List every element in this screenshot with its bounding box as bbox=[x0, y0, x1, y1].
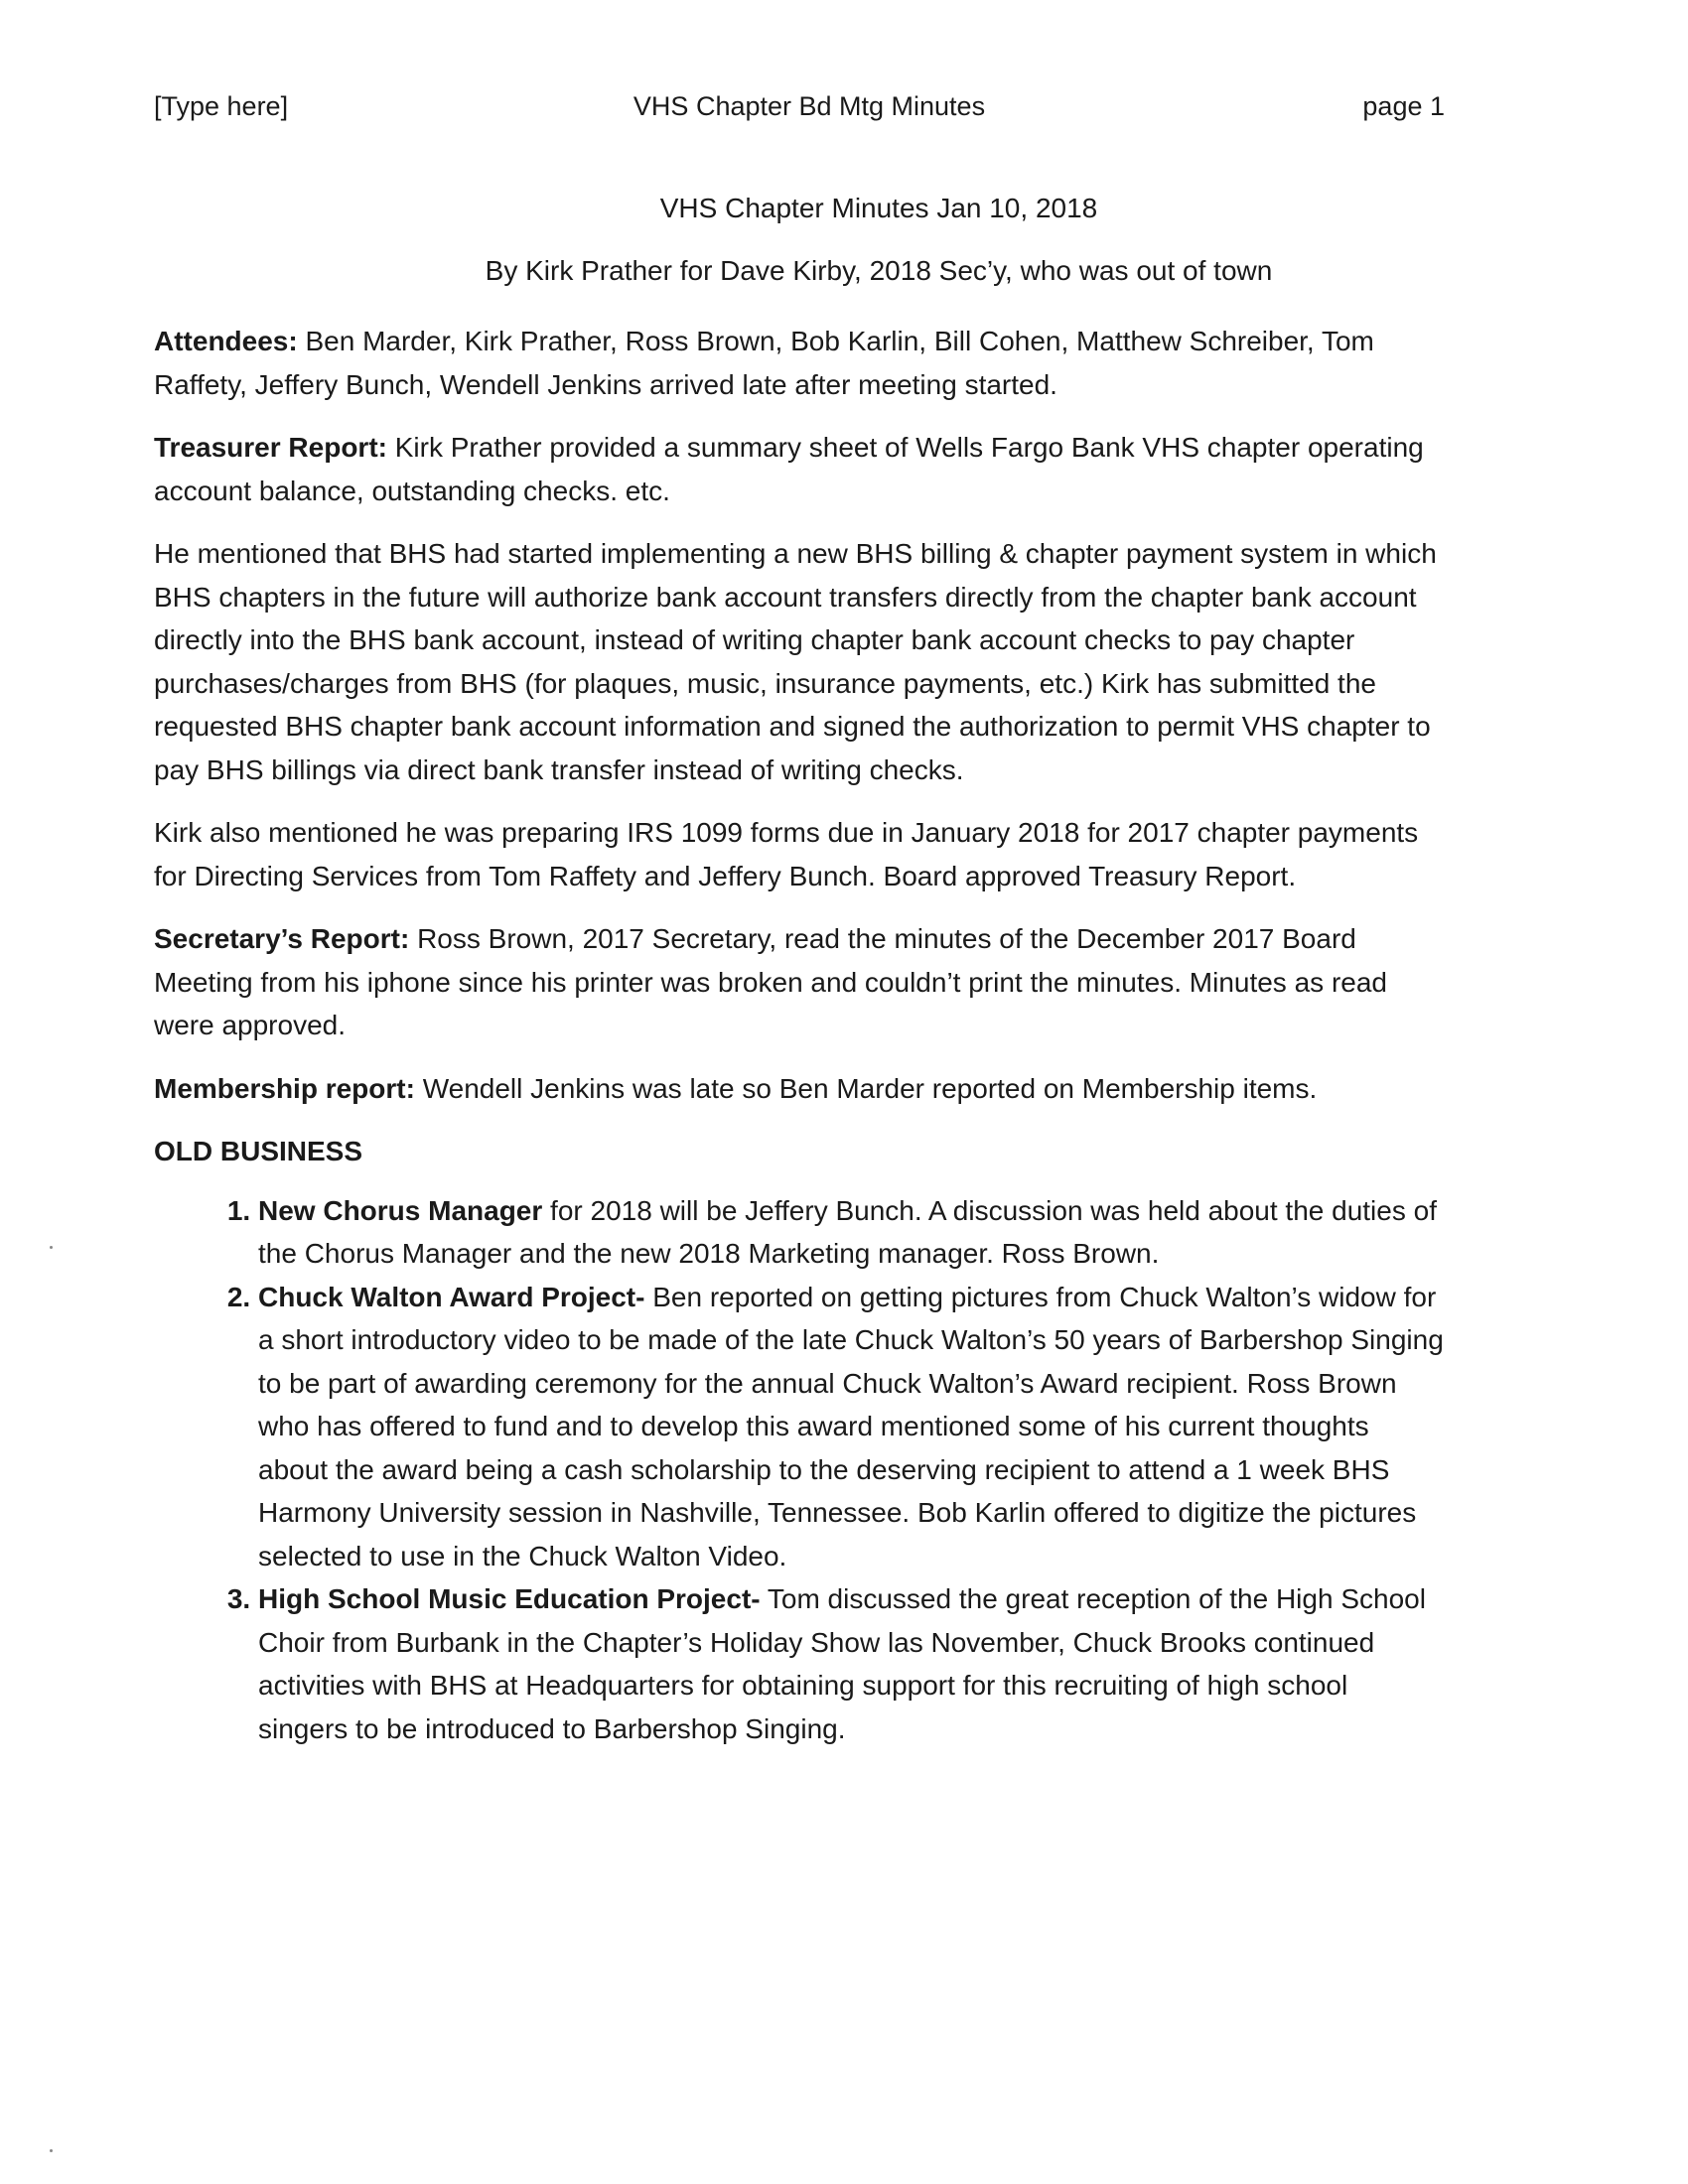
treasurer-paragraph bbox=[154, 426, 1445, 512]
scan-speck bbox=[50, 1246, 53, 1249]
document-byline: By Kirk Prather for Dave Kirby, 2018 Sec’y, who was out of town bbox=[485, 255, 1273, 286]
secretary-label: Secretary’s Report: bbox=[154, 923, 410, 954]
treasurer-text: Kirk Prather provided a summary sheet of Wells Fargo Bank VHS chapter operating account balance, outstanding checks. etc. bbox=[154, 432, 1424, 506]
secretary-text: Ross Brown, 2017 Secretary, read the minutes of the December 2017 Board Meeting from his iphone since his printer was broken and couldn’t print the minutes. Minutes as read were approved. bbox=[154, 923, 1387, 1040]
scan-speck bbox=[50, 2149, 53, 2152]
item-text: for 2018 will be Jeffery Bunch. A discussion was held about the duties of the Chorus Manager and the new 2018 Marketing manager. Ross Brown. bbox=[258, 1194, 1437, 1269]
item-title: New Chorus Manager bbox=[258, 1194, 543, 1226]
attendees-paragraph bbox=[154, 320, 1445, 406]
page-header bbox=[154, 91, 1445, 122]
membership-text: Wendell Jenkins was late so Ben Marder reported on Membership items. bbox=[414, 1072, 1318, 1104]
header-center: VHS Chapter Bd Mtg Minutes bbox=[633, 91, 986, 121]
list-item bbox=[258, 1577, 1445, 1750]
header-page-number: page 1 bbox=[1362, 91, 1445, 121]
membership-label: Membership report: bbox=[154, 1072, 415, 1104]
old-business-list bbox=[154, 1189, 1445, 1751]
item-title: High School Music Education Project- bbox=[258, 1583, 761, 1614]
document-body bbox=[154, 320, 1445, 1750]
item-text: Tom discussed the great reception of the High School Choir from Burbank in the Chapter’s Holiday Show las November, Chuck Brooks continued activities with BHS at Headquarters for obtaining support for this recruiting of high school singers to be introduced to Barbershop Singing. bbox=[258, 1583, 1426, 1744]
item-text: Ben reported on getting pictures from Chuck Walton’s widow for a short introductory video to be made of the late Chuck Walton’s 50 years of Barbershop Singing to be part of awarding ceremony for the annual Chuck Walton’s Award recipient. Ross Brown who has offered to fund and to develop this award mentioned some of his current thoughts about the award being a cash scholarship to the deserving recipient to attend a 1 week BHS Harmony University session in Nashville, Tennessee. Bob Karlin offered to digitize the pictures selected to use in the Chuck Walton Video. bbox=[258, 1281, 1444, 1571]
list-item bbox=[258, 1189, 1445, 1276]
old-business-heading: OLD BUSINESS bbox=[154, 1136, 363, 1166]
attendees-text: Ben Marder, Kirk Prather, Ross Brown, Bob Karlin, Bill Cohen, Matthew Schreiber, Tom Raffety, Jeffery Bunch, Wendell Jenkins arrived late after meeting started. bbox=[154, 326, 1374, 400]
attendees-label: Attendees: bbox=[154, 326, 298, 356]
treasurer-label: Treasurer Report: bbox=[154, 432, 387, 463]
header-left: [Type here] bbox=[154, 91, 289, 121]
membership-paragraph bbox=[154, 1067, 1445, 1111]
irs-forms-paragraph: Kirk also mentioned he was preparing IRS 1099 forms due in January 2018 for 2017 chapter payments for Directing Services from Tom Raffety and Jeffery Bunch. Board approved Treasury Report. bbox=[154, 817, 1419, 891]
item-title: Chuck Walton Award Project- bbox=[258, 1281, 645, 1312]
document-title: VHS Chapter Minutes Jan 10, 2018 bbox=[659, 193, 1098, 223]
bhs-billing-paragraph: He mentioned that BHS had started implementing a new BHS billing & chapter payment system in which BHS chapters in the future will authorize bank account transfers directly from the chapter bank account directly into the BHS bank account, instead of writing chapter bank account checks to pay chapter purchases/charges from BHS (for plaques, music, insurance payments, etc.) Kirk has submitted the requested BHS chapter bank account information and signed the authorization to permit VHS chapter to pay BHS billings via direct bank transfer instead of writing checks. bbox=[154, 538, 1437, 785]
list-item bbox=[258, 1276, 1445, 1578]
secretary-paragraph bbox=[154, 917, 1445, 1047]
